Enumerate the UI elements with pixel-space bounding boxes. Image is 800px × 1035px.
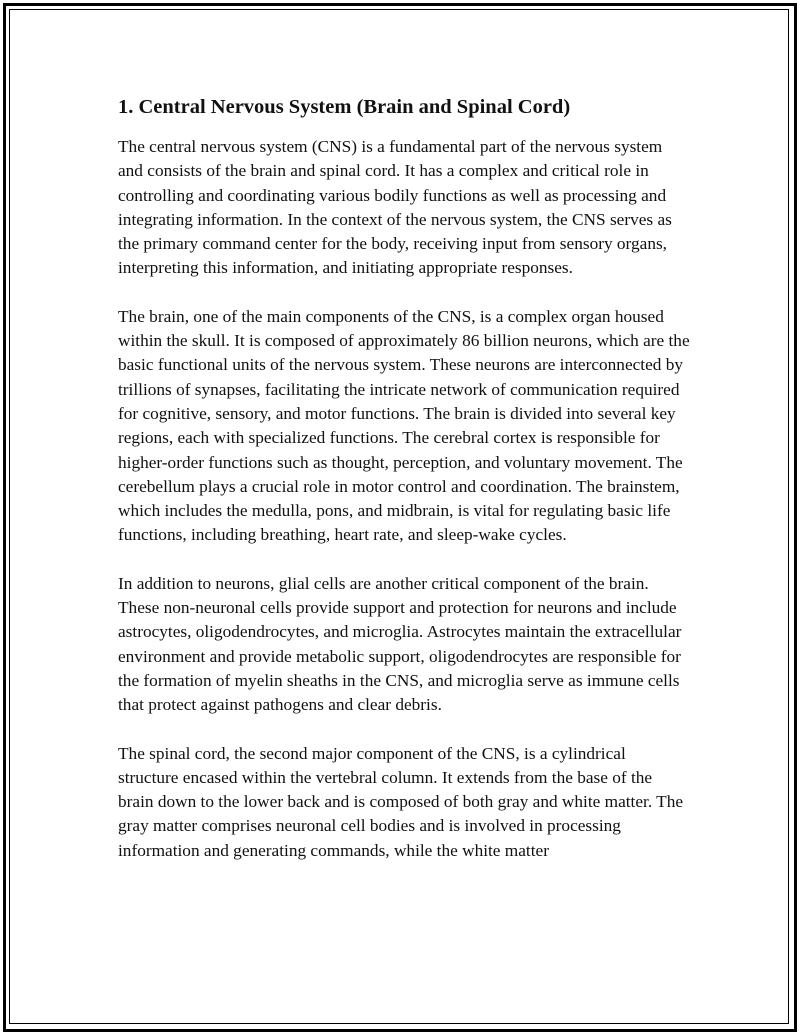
paragraph-cns-overview: The central nervous system (CNS) is a fundamental part of the nervous system and consists of the brain and spinal cord. It has a complex and critical role in controlling and coordinating various bodily functions as well as processing and integrating information. In the context of the nervous system, the CNS serves as the primary command center for the body, receiving input from sensory organs, interpreting this information, and initiating appropriate responses. [118, 137, 672, 278]
paragraph-brain: The brain, one of the main components of the CNS, is a complex organ housed within the skull. It is composed of approximately 86 billion neurons, which are the basic functional units of the nervous system. These neurons are interconnected by trillions of synapses, facilitating the intricate network of communication required for cognitive, sensory, and motor functions. The brain is divided into several key regions, each with specialized functions. The cerebral cortex is responsible for higher-order functions such as thought, perception, and voluntary movement. The cerebellum plays a crucial role in motor control and coordination. The brainstem, which includes the medulla, pons, and midbrain, is vital for regulating basic life functions, including breathing, heart rate, and sleep-wake cycles. [118, 306, 690, 545]
document-body [118, 93, 690, 887]
paragraph-glial-cells: In addition to neurons, glial cells are another critical component of the brain. These non-neuronal cells provide support and protection for neurons and include astrocytes, oligodendrocytes, and microglia. Astrocytes maintain the extracellular environment and provide metabolic support, oligodendrocytes are responsible for the formation of myelin sheaths in the CNS, and microglia serve as immune cells that protect against pathogens and clear debris. [118, 573, 682, 715]
section-heading: 1. Central Nervous System (Brain and Spinal Cord) [118, 96, 571, 118]
paragraph-spinal-cord: The spinal cord, the second major component of the CNS, is a cylindrical structure encased within the vertebral column. It extends from the base of the brain down to the lower back and is composed of both gray and white matter. The gray matter comprises neuronal cell bodies and is involved in processing information and generating commands, while the white matter [118, 743, 684, 860]
